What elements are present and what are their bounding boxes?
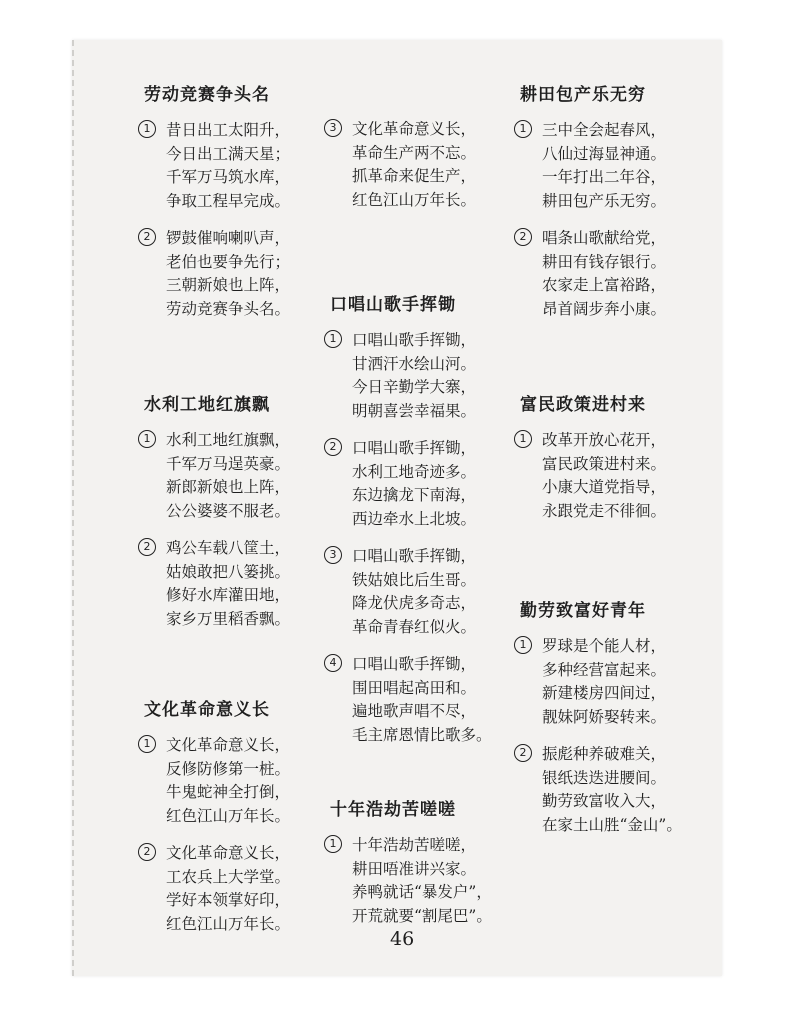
verse-line: 工农兵上大学堂。 <box>166 867 291 886</box>
verse-number: 1 <box>138 120 156 138</box>
verse-line: 耕田唔准讲兴家。 <box>352 859 477 878</box>
verse-lines <box>542 635 714 729</box>
verse <box>138 734 338 828</box>
verse <box>324 545 524 639</box>
verse-line: 耕田有钱存银行。 <box>542 252 667 271</box>
verse-line: 明朝喜尝幸福果。 <box>352 401 477 420</box>
verse-number: 1 <box>514 636 532 654</box>
verse-line: 小康大道党指导， <box>542 478 667 496</box>
verse-line: 姑娘敢把八篓挑。 <box>166 562 291 581</box>
verse-line: 永跟党走不徘徊。 <box>542 501 667 520</box>
song-title: 十年浩劫苦嗟嗟 <box>330 800 456 820</box>
verse-number: 2 <box>138 843 156 861</box>
verse-line: 红色江山万年长。 <box>352 190 477 209</box>
verse-line: 文化革命意义长， <box>166 736 291 754</box>
verse-line: 今日辛勤学大寨， <box>352 378 477 396</box>
verse-line: 开荒就要“割尾巴”。 <box>352 906 492 925</box>
verse-line: 红色江山万年长。 <box>166 806 291 825</box>
verse-number: 1 <box>138 430 156 448</box>
verse-line: 水利工地奇迹多。 <box>352 462 477 481</box>
verse-number: 3 <box>324 119 342 137</box>
verse-line: 十年浩劫苦嗟嗟， <box>352 836 477 854</box>
verse <box>324 118 524 212</box>
verse-line: 三中全会起春风， <box>542 121 667 139</box>
verse-lines <box>352 653 524 747</box>
verse-line: 西边牵水上北坡。 <box>352 509 477 528</box>
verse-line: 围田唱起高田和。 <box>352 678 477 697</box>
verse <box>324 834 524 928</box>
verse-line: 新郎新娘也上阵， <box>166 478 291 496</box>
verse <box>138 227 338 321</box>
verse-lines <box>542 119 714 213</box>
song-block <box>514 596 714 851</box>
verse-line: 今日出工满天星； <box>166 144 291 163</box>
verse-line: 农家走上富裕路， <box>542 276 667 294</box>
verse <box>324 437 524 531</box>
verse-lines <box>166 734 338 828</box>
verse-lines <box>352 329 524 423</box>
verse-line: 毛主席恩情比歌多。 <box>352 725 492 744</box>
verse-line: 改革开放心花开， <box>542 431 667 449</box>
verse-lines <box>542 227 714 321</box>
verse-line: 耕田包产乐无穷。 <box>542 191 667 210</box>
verse-number: 1 <box>514 430 532 448</box>
verse <box>514 429 714 523</box>
verse <box>138 429 338 523</box>
verse-line: 口唱山歌手挥锄， <box>352 547 477 565</box>
verse-line: 降龙伏虎多奇志， <box>352 594 477 612</box>
verse-lines <box>352 834 524 928</box>
verse-line: 靓妹阿娇娶转来。 <box>542 707 667 726</box>
verse <box>324 653 524 747</box>
verse-line: 东边擒龙下南海， <box>352 486 477 504</box>
verse-line: 修好水库灌田地， <box>166 586 291 604</box>
verse-lines <box>166 119 338 213</box>
verse-number: 4 <box>324 654 342 672</box>
song-title: 勤劳致富好青年 <box>520 601 646 621</box>
song-block <box>514 80 714 335</box>
verse-line: 口唱山歌手挥锄， <box>352 331 477 349</box>
verse <box>138 537 338 631</box>
verse-line: 一年打出二年谷， <box>542 168 667 186</box>
verse-line: 反修防修第一桩。 <box>166 759 291 778</box>
verse-line: 水利工地红旗飘， <box>166 431 291 449</box>
song-title: 口唱山歌手挥锄 <box>330 295 456 315</box>
verse-line: 鸡公车载八筐土， <box>166 539 291 557</box>
verse-line: 振彪种养破难关， <box>542 745 667 763</box>
verse <box>514 635 714 729</box>
verse-number: 2 <box>138 228 156 246</box>
verse-line: 抓革命来促生产， <box>352 167 477 185</box>
verse-line: 口唱山歌手挥锄， <box>352 439 477 457</box>
page-number: 46 <box>390 928 415 950</box>
verse-lines <box>352 118 524 212</box>
verse-lines <box>542 429 714 523</box>
verse-line: 遍地歌声唱不尽， <box>352 702 477 720</box>
verse <box>514 743 714 837</box>
verse-line: 多种经营富起来。 <box>542 660 667 679</box>
verse-line: 争取工程早完成。 <box>166 191 291 210</box>
verse-line: 革命青春红似火。 <box>352 617 477 636</box>
verse-lines <box>352 545 524 639</box>
verse-line: 三朝新娘也上阵， <box>166 276 291 294</box>
verse-line: 勤劳致富收入大， <box>542 792 667 810</box>
book-page <box>72 40 722 976</box>
song-block <box>138 695 338 950</box>
verse-line: 革命生产两不忘。 <box>352 143 477 162</box>
verse-line: 铁姑娘比后生哥。 <box>352 570 477 589</box>
verse-line: 文化革命意义长， <box>352 120 477 138</box>
verse-line: 在家土山胜“金山”。 <box>542 815 682 834</box>
verse-line: 养鸭就话“暴发户”， <box>352 883 492 901</box>
verse-number: 1 <box>324 330 342 348</box>
song-block <box>324 795 524 942</box>
verse <box>138 842 338 936</box>
verse-number: 1 <box>138 735 156 753</box>
verse-lines <box>166 842 338 936</box>
verse-line: 八仙过海显神通。 <box>542 144 667 163</box>
verse-number: 1 <box>514 120 532 138</box>
verse-lines <box>166 429 338 523</box>
verse-line: 老伯也要争先行； <box>166 252 291 271</box>
verse-line: 学好本领掌好印， <box>166 891 291 909</box>
verse-line: 唱条山歌献给党， <box>542 229 667 247</box>
verse-line: 昔日出工太阳升， <box>166 121 291 139</box>
verse-line: 罗球是个能人材， <box>542 637 667 655</box>
verse-line: 千军万马筑水库， <box>166 168 291 186</box>
verse-lines <box>352 437 524 531</box>
song-title: 耕田包产乐无穷 <box>520 85 646 105</box>
verse <box>514 119 714 213</box>
verse-line: 口唱山歌手挥锄， <box>352 655 477 673</box>
verse-number: 2 <box>514 228 532 246</box>
verse-line: 牛鬼蛇神全打倒， <box>166 783 291 801</box>
verse-lines <box>166 537 338 631</box>
song-title: 富民政策进村来 <box>520 395 646 415</box>
verse-line: 昂首阔步奔小康。 <box>542 299 667 318</box>
song-block <box>324 118 524 226</box>
verse-line: 银纸迭迭进腰间。 <box>542 768 667 787</box>
verse-line: 劳动竞赛争头名。 <box>166 299 291 318</box>
verse-line: 千军万马逞英豪。 <box>166 454 291 473</box>
verse-number: 2 <box>324 438 342 456</box>
verse <box>514 227 714 321</box>
verse-number: 2 <box>138 538 156 556</box>
song-title: 劳动竞赛争头名 <box>144 85 270 105</box>
verse-line: 富民政策进村来。 <box>542 454 667 473</box>
verse-line: 红色江山万年长。 <box>166 914 291 933</box>
song-title: 水利工地红旗飘 <box>144 395 270 415</box>
verse <box>324 329 524 423</box>
verse-line: 家乡万里稻香飘。 <box>166 609 291 628</box>
song-title: 文化革命意义长 <box>144 700 270 720</box>
verse-number: 1 <box>324 835 342 853</box>
verse-number: 2 <box>514 744 532 762</box>
verse-line: 公公婆婆不服老。 <box>166 501 291 520</box>
song-block <box>138 390 338 645</box>
verse-lines <box>542 743 714 837</box>
song-block <box>514 390 714 537</box>
verse-line: 锣鼓催响喇叭声， <box>166 229 291 247</box>
verse-line: 甘洒汗水绘山河。 <box>352 354 477 373</box>
song-block <box>324 290 524 761</box>
verse-line: 新建楼房四间过， <box>542 684 667 702</box>
verse-number: 3 <box>324 546 342 564</box>
verse-line: 文化革命意义长， <box>166 844 291 862</box>
verse <box>138 119 338 213</box>
song-block <box>138 80 338 335</box>
verse-lines <box>166 227 338 321</box>
